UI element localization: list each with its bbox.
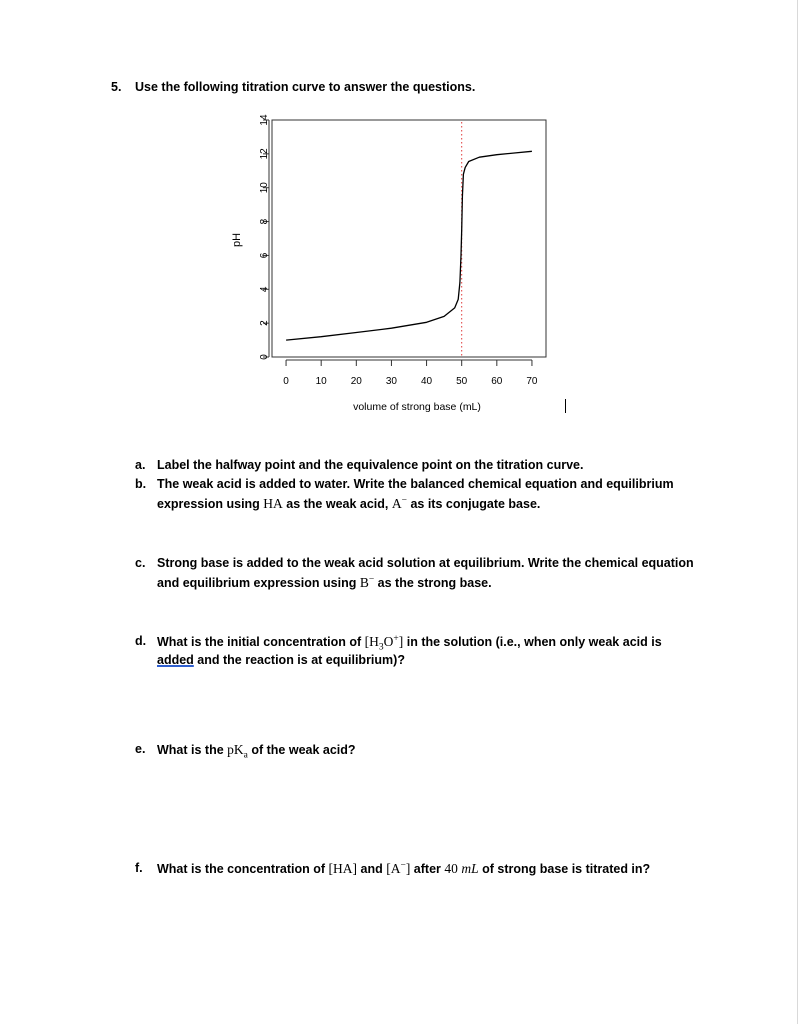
y-tick-label: 0	[259, 354, 270, 360]
math-fragment: [H	[364, 634, 379, 649]
text-fragment: What is the	[157, 743, 228, 757]
titration-curve-line	[286, 151, 532, 340]
text-fragment: and equilibrium expression using	[157, 576, 360, 590]
text-fragment: after	[410, 862, 445, 876]
x-tick-label: 20	[350, 376, 362, 387]
text-fragment: The weak acid is added to water. Write the balanced chemical equation and equilibrium	[157, 477, 674, 491]
math-fragment: O	[383, 634, 394, 649]
math-fragment: a	[243, 750, 248, 761]
math-fragment: [HA]	[328, 861, 358, 876]
question-text-line	[157, 573, 492, 593]
question-text-line	[157, 632, 662, 652]
math-fragment: ]	[398, 634, 404, 649]
question-text-line	[157, 456, 583, 475]
y-axis-label: pH	[231, 232, 243, 248]
x-tick-label: 70	[526, 376, 538, 387]
question-label: a.	[135, 458, 146, 472]
math-fragment: B	[359, 575, 369, 590]
x-tick-label: 10	[315, 376, 327, 387]
y-tick-label: 8	[259, 218, 270, 225]
question-text-line	[157, 859, 650, 879]
question-prompt: Use the following titration curve to answer the questions.	[135, 80, 476, 94]
text-fragment: Label the halfway point and the equivalence point on the titration curve.	[157, 458, 584, 472]
text-fragment: What is the concentration of	[157, 862, 329, 876]
math-fragment: −	[368, 574, 375, 585]
question-label: e.	[135, 742, 146, 756]
text-fragment: and the reaction is at equilibrium)?	[193, 653, 405, 667]
math-fragment: HA	[263, 496, 283, 511]
x-tick-label: 50	[456, 376, 468, 387]
math-fragment: +	[393, 633, 399, 644]
x-tick-label: 0	[283, 376, 289, 387]
math-fragment: A	[391, 496, 402, 511]
math-fragment: −	[401, 495, 407, 506]
question-label: d.	[135, 634, 147, 648]
text-fragment: in the solution (i.e., when only weak acid is	[403, 635, 662, 649]
titration-chart	[0, 0, 801, 430]
y-tick-label: 4	[259, 286, 270, 293]
text-cursor	[565, 399, 566, 413]
text-fragment: of the weak acid?	[247, 743, 356, 757]
text-fragment: of strong base is titrated in?	[478, 862, 651, 876]
math-fragment: pK	[227, 742, 244, 757]
x-tick-label: 40	[421, 376, 433, 387]
question-label: b.	[135, 477, 147, 491]
math-fragment: −	[400, 860, 406, 871]
text-fragment: as its conjugate base.	[406, 497, 541, 511]
x-axis-label: volume of strong base (mL)	[353, 401, 481, 413]
y-tick-label: 12	[259, 148, 270, 160]
x-tick-label: 60	[491, 376, 503, 387]
question-label: f.	[135, 861, 143, 875]
x-tick-label: 30	[385, 376, 397, 387]
question-text-line	[157, 651, 405, 670]
math-fragment: 3	[378, 642, 384, 653]
plot-frame	[272, 120, 546, 357]
question-number: 5.	[111, 80, 122, 94]
text-fragment: expression using	[157, 497, 264, 511]
y-tick-label: 10	[259, 182, 270, 194]
math-fragment: [A	[386, 861, 401, 876]
text-fragment: Strong base is added to the weak acid solution at equilibrium. Write the chemical equation	[157, 556, 694, 570]
math-fragment: ]	[405, 861, 411, 876]
question-text-line	[157, 494, 540, 514]
text-fragment: and	[357, 862, 387, 876]
y-tick-label: 2	[259, 320, 270, 326]
y-tick-label: 14	[259, 114, 270, 126]
math-fragment: mL	[461, 861, 479, 876]
question-text-line	[157, 740, 356, 760]
text-fragment: as the strong base.	[374, 576, 492, 590]
text-fragment: What is the initial concentration of	[157, 635, 365, 649]
question-text-line	[157, 475, 674, 494]
question-text-line	[157, 554, 694, 573]
math-fragment: 40	[444, 861, 458, 876]
y-tick-label: 6	[259, 252, 270, 259]
question-label: c.	[135, 556, 146, 570]
text-fragment: as the weak acid,	[282, 497, 392, 511]
text-fragment: added	[157, 653, 194, 667]
